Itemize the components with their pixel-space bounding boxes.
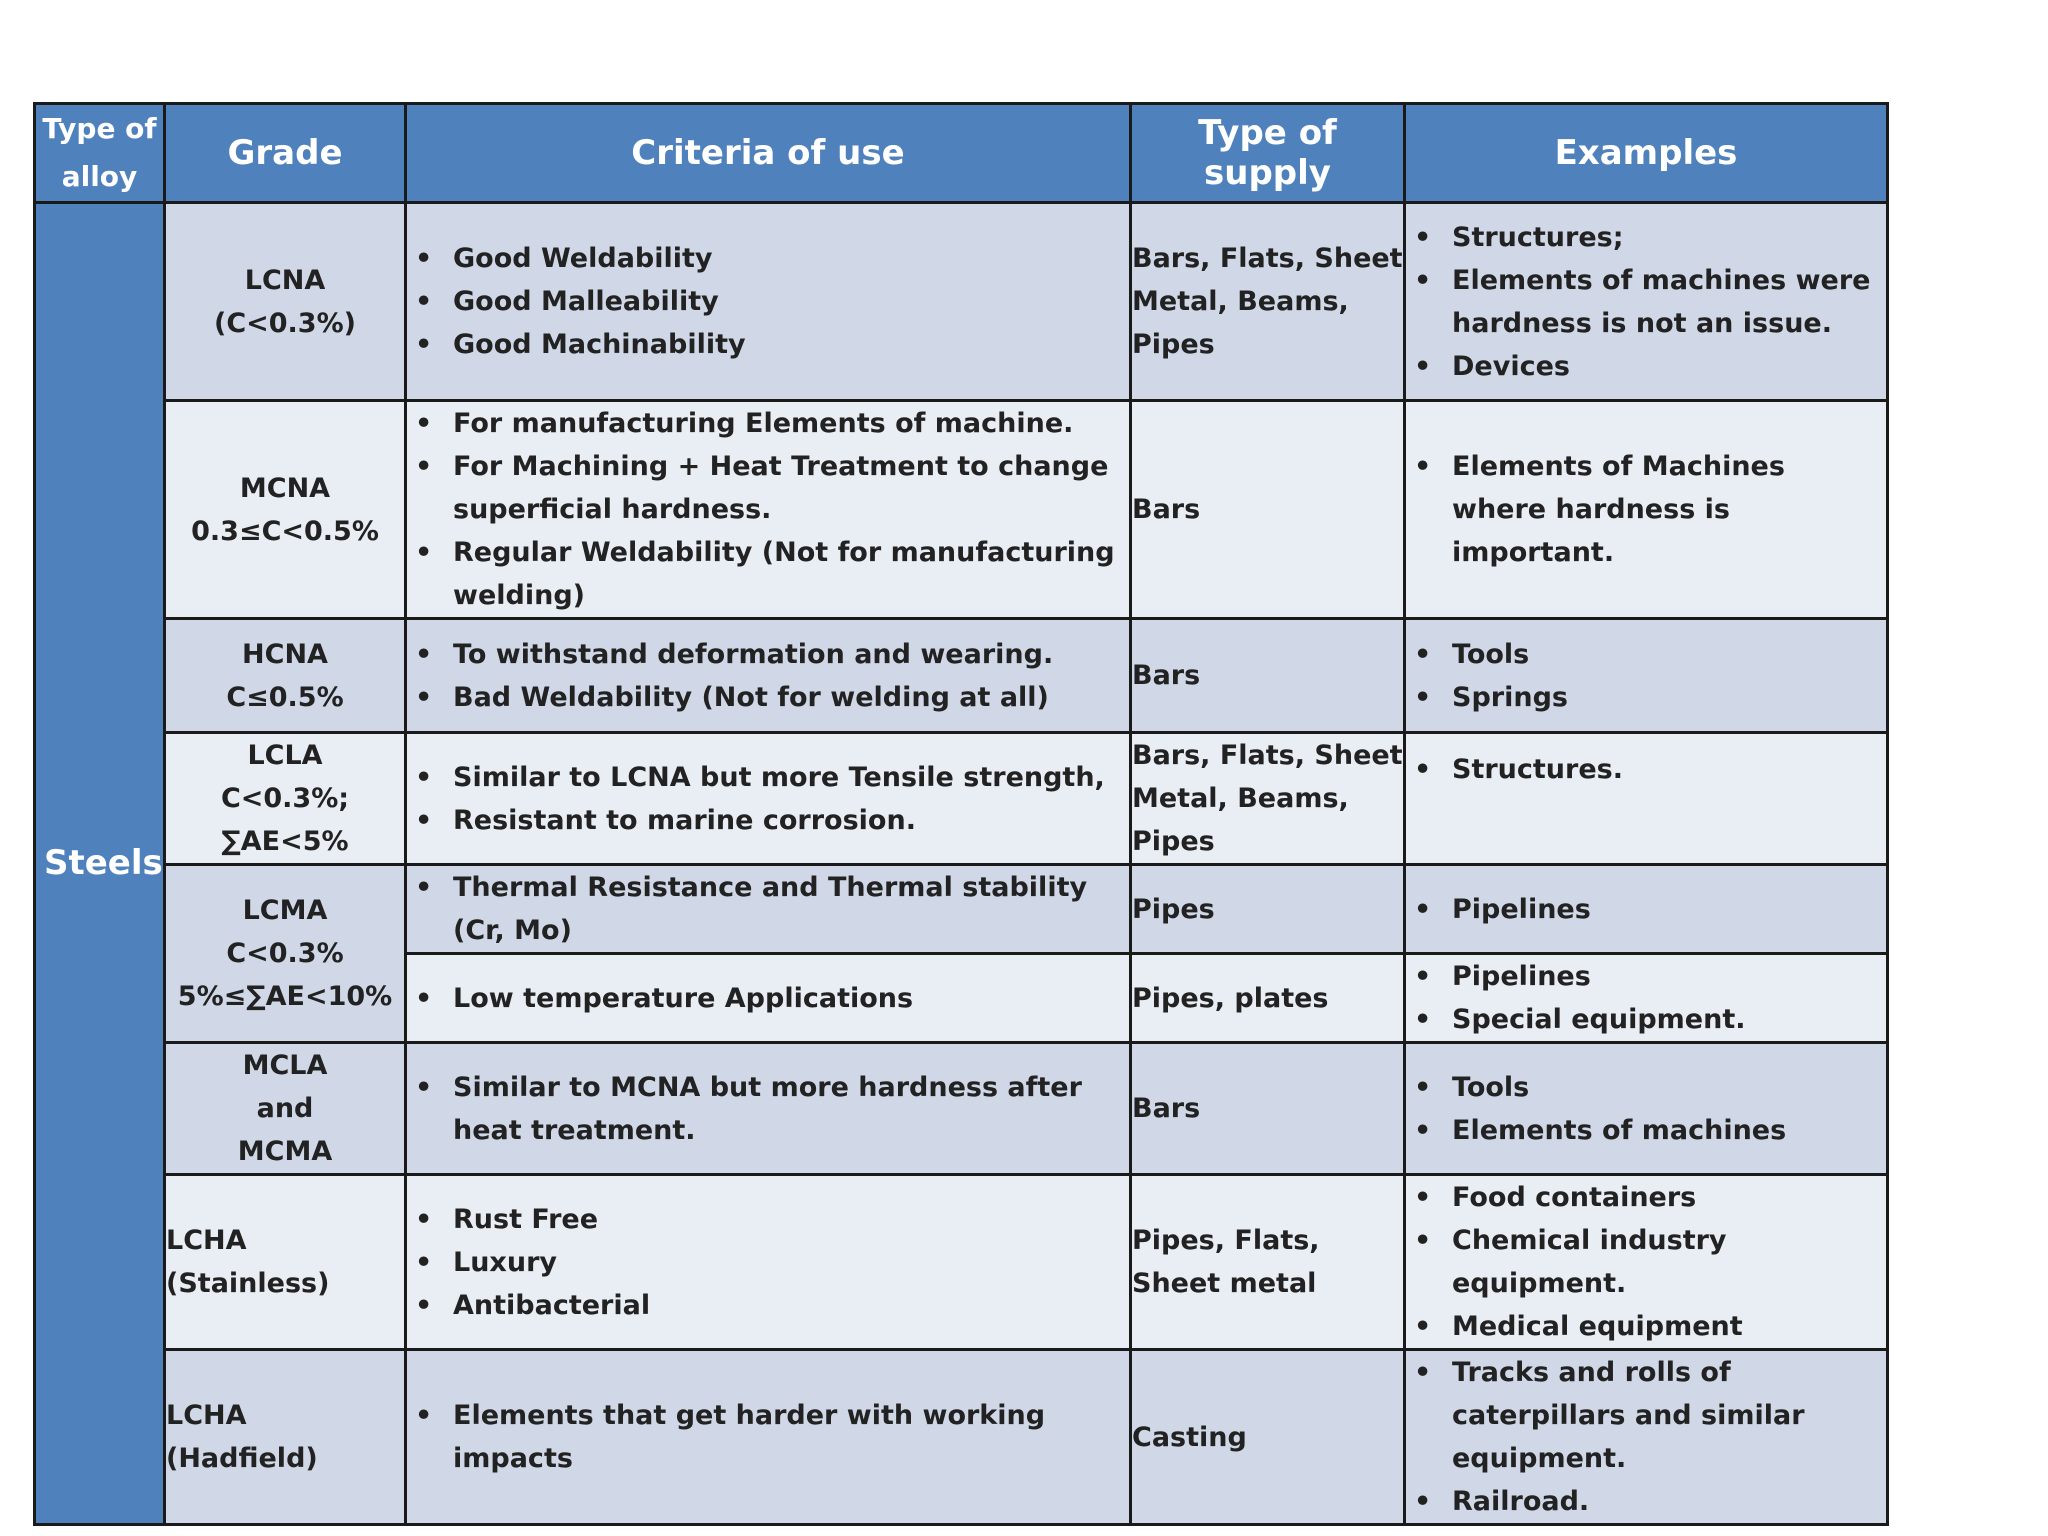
grade-cell xyxy=(165,401,406,619)
grade-line: MCMA xyxy=(237,1136,333,1167)
grade-cell xyxy=(165,619,406,733)
header-row xyxy=(35,104,1888,203)
grade-line: 0.3≤C<0.5% xyxy=(191,515,379,547)
alloy-type-cell: Steels xyxy=(35,203,165,1525)
example-item: • Railroad. xyxy=(1406,1480,1886,1523)
example-item: • Tools xyxy=(1406,1066,1886,1109)
criteria-item: • Similar to LCNA but more Tensile strength, xyxy=(407,756,1129,799)
grade-cell xyxy=(165,203,406,401)
header-type-of-alloy: Type of alloy xyxy=(35,104,165,203)
criteria-cell xyxy=(406,1175,1131,1350)
criteria-cell xyxy=(406,203,1131,401)
criteria-item: • Antibacterial xyxy=(407,1284,1129,1327)
grade-line: C<0.3%; xyxy=(220,783,350,814)
examples-cell xyxy=(1405,733,1888,865)
examples-cell xyxy=(1405,401,1888,619)
header-examples: Examples xyxy=(1405,104,1888,203)
supply-cell: Pipes xyxy=(1131,865,1405,954)
table-row xyxy=(35,1350,1888,1525)
criteria-item: • Good Machinability xyxy=(407,323,1129,366)
example-item: • Chemical industry equipment. xyxy=(1406,1219,1886,1305)
grade-cell xyxy=(165,733,406,865)
grade-line: LCNA xyxy=(244,264,326,296)
supply-cell: Bars, Flats, Sheet Metal, Beams, Pipes xyxy=(1131,203,1405,401)
supply-cell: Bars, Flats, Sheet Metal, Beams, Pipes xyxy=(1131,733,1405,865)
grade-line: ∑AE<5% xyxy=(221,826,349,857)
examples-cell xyxy=(1405,954,1888,1043)
example-item: • Tools xyxy=(1406,633,1886,676)
criteria-cell xyxy=(406,1043,1131,1175)
supply-cell: Casting xyxy=(1131,1350,1405,1525)
grade-cell xyxy=(165,1175,406,1350)
grade-line: LCHA (Hadfield) xyxy=(166,1400,318,1474)
examples-cell xyxy=(1405,1350,1888,1525)
grade-cell xyxy=(165,865,406,1043)
example-item: • Medical equipment xyxy=(1406,1305,1886,1348)
grade-line: LCHA (Stainless) xyxy=(166,1225,330,1299)
example-item: • Tracks and rolls of caterpillars and similar equipment. xyxy=(1406,1351,1886,1480)
examples-cell xyxy=(1405,865,1888,954)
criteria-item: • For manufacturing Elements of machine. xyxy=(407,402,1129,445)
supply-cell: Pipes, plates xyxy=(1131,954,1405,1043)
grade-line: C≤0.5% xyxy=(226,681,344,713)
examples-cell xyxy=(1405,1175,1888,1350)
criteria-item: • Bad Weldability (Not for welding at all) xyxy=(407,676,1129,719)
example-item: • Pipelines xyxy=(1406,888,1886,931)
table-row xyxy=(35,401,1888,619)
criteria-item: • Similar to MCNA but more hardness after heat treatment. xyxy=(407,1066,1129,1152)
criteria-item: • Good Weldability xyxy=(407,237,1129,280)
example-item: • Food containers xyxy=(1406,1176,1886,1219)
example-item: • Elements of machines xyxy=(1406,1109,1886,1152)
criteria-item: • Low temperature Applications xyxy=(407,977,1129,1020)
example-item: • Devices xyxy=(1406,345,1886,388)
table-row xyxy=(35,1043,1888,1175)
example-item: • Springs xyxy=(1406,676,1886,719)
example-item: • Pipelines xyxy=(1406,955,1886,998)
table-row xyxy=(35,1175,1888,1350)
criteria-cell xyxy=(406,954,1131,1043)
example-item: • Structures. xyxy=(1406,748,1886,791)
criteria-item: • Thermal Resistance and Thermal stability (Cr, Mo) xyxy=(407,866,1129,952)
supply-cell: Bars xyxy=(1131,1043,1405,1175)
examples-cell xyxy=(1405,619,1888,733)
supply-cell: Pipes, Flats, Sheet metal xyxy=(1131,1175,1405,1350)
header-grade: Grade xyxy=(165,104,406,203)
table-row xyxy=(35,733,1888,865)
criteria-cell xyxy=(406,1350,1131,1525)
criteria-cell xyxy=(406,733,1131,865)
grade-cell xyxy=(165,1350,406,1525)
criteria-cell xyxy=(406,865,1131,954)
grade-line: MCNA xyxy=(239,472,331,504)
criteria-item: • For Machining + Heat Treatment to change superficial hardness. xyxy=(407,445,1129,531)
grade-line: LCMA xyxy=(242,895,328,926)
criteria-item: • Good Malleability xyxy=(407,280,1129,323)
grade-line: LCLA xyxy=(247,740,323,771)
example-item: • Special equipment. xyxy=(1406,998,1886,1041)
example-item: • Structures; xyxy=(1406,216,1886,259)
criteria-cell xyxy=(406,401,1131,619)
table-row xyxy=(35,203,1888,401)
grade-line: MCLA xyxy=(242,1050,328,1081)
header-criteria: Criteria of use xyxy=(406,104,1131,203)
grade-line: C<0.3% xyxy=(226,938,344,969)
table-row xyxy=(35,865,1888,954)
criteria-item: • To withstand deformation and wearing. xyxy=(407,633,1129,676)
header-supply: Type of supply xyxy=(1131,104,1405,203)
grade-line: HCNA xyxy=(242,638,328,670)
criteria-cell xyxy=(406,619,1131,733)
grade-line: and xyxy=(256,1093,314,1124)
supply-cell: Bars xyxy=(1131,401,1405,619)
criteria-item: • Luxury xyxy=(407,1241,1129,1284)
grade-line: (C<0.3%) xyxy=(213,307,356,339)
criteria-item: • Regular Weldability (Not for manufacturing welding) xyxy=(407,531,1129,617)
grade-line: 5%≤∑AE<10% xyxy=(177,981,393,1012)
example-item: • Elements of Machines where hardness is important. xyxy=(1406,445,1886,574)
table-row xyxy=(35,619,1888,733)
supply-cell: Bars xyxy=(1131,619,1405,733)
criteria-item: • Elements that get harder with working impacts xyxy=(407,1394,1129,1480)
examples-cell xyxy=(1405,1043,1888,1175)
steel-grades-table xyxy=(33,102,1889,1526)
example-item: • Elements of machines were hardness is not an issue. xyxy=(1406,259,1886,345)
grade-cell xyxy=(165,1043,406,1175)
criteria-item: • Rust Free xyxy=(407,1198,1129,1241)
examples-cell xyxy=(1405,203,1888,401)
criteria-item: • Resistant to marine corrosion. xyxy=(407,799,1129,842)
